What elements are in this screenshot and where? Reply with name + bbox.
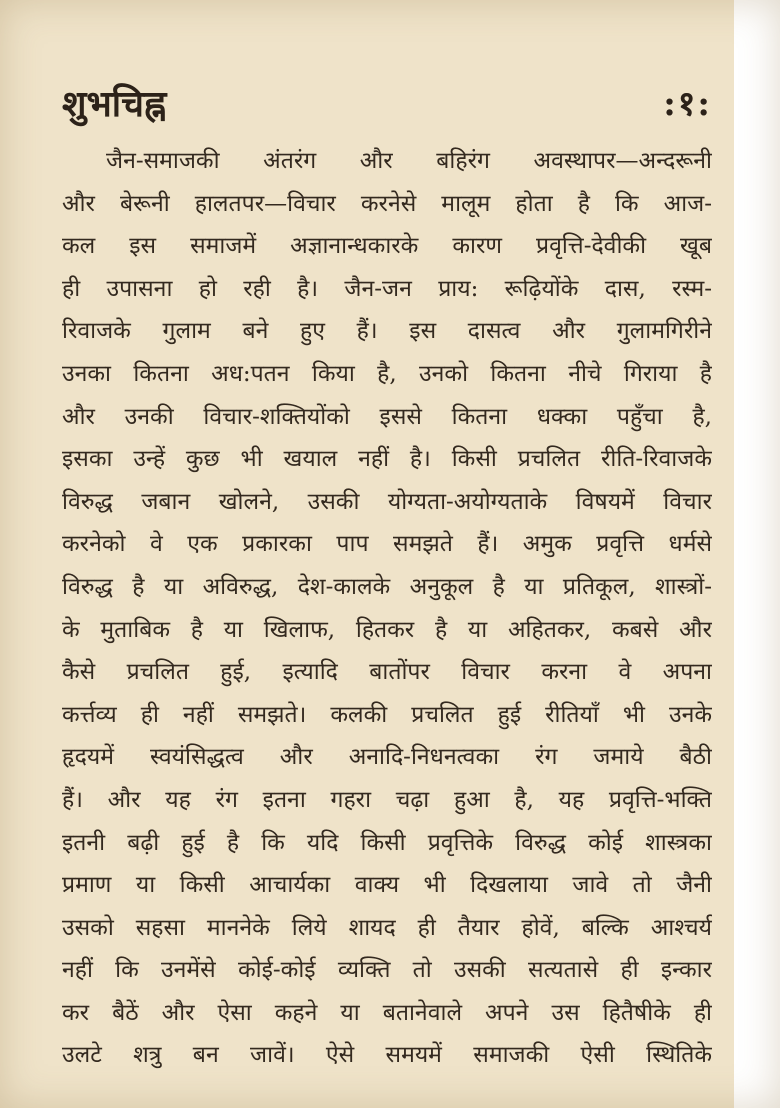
- text-line: के मुताबिक है या खिलाफ, हितकर है या अहितकर, कबसे और: [62, 616, 712, 643]
- text-line: ही उपासना हो रही है। जैन-जन प्राय: रूढ़ियोंके दास, रस्म-: [62, 275, 712, 302]
- text-line: विरुद्ध है या अविरुद्ध, देश-कालके अनुकूल है या प्रतिकूल, शास्त्रों-: [62, 573, 712, 600]
- text-line: हृदयमें स्वयंसिद्धत्व और अनादि-निधनत्वका रंग जमाये बैठी: [62, 744, 712, 771]
- text-line: उसको सहसा माननेके लिये शायद ही तैयार होवें, बल्कि आश्चर्य: [62, 914, 712, 941]
- text-line: उनका कितना अध:पतन किया है, उनको कितना नीचे गिराया है: [62, 360, 712, 387]
- page-margin-edge: [734, 0, 780, 1108]
- text-line: रिवाजके गुलाम बने हुए हैं। इस दासत्व और गुलामगिरीने: [62, 318, 712, 345]
- text-line: इतनी बढ़ी हुई है कि यदि किसी प्रवृत्तिके विरुद्ध कोई शास्त्रका: [62, 829, 712, 856]
- text-line: कर बैठें और ऐसा कहने या बतानेवाले अपने उस हितैषीके ही: [62, 999, 712, 1026]
- text-line: उलटे शत्रु बन जावें। ऐसे समयमें समाजकी ऐसी स्थितिके: [62, 1042, 712, 1069]
- page-header: [62, 80, 712, 136]
- chapter-title: शुभचिह्न: [62, 83, 167, 125]
- text-line: हैं। और यह रंग इतना गहरा चढ़ा हुआ है, यह प्रवृत्ति-भक्ति: [62, 786, 712, 813]
- text-line: इसका उन्हें कुछ भी खयाल नहीं है। किसी प्रचलित रीति-रिवाजके: [62, 446, 712, 473]
- text-line: और उनकी विचार-शक्तियोंको इससे कितना धक्का पहुँचा है,: [62, 403, 712, 430]
- text-line: जैन-समाजकी अंतरंग और बहिरंग अवस्थापर—अन्दरूनी: [106, 148, 712, 174]
- text-line: कैसे प्रचलित हुई, इत्यादि बातोंपर विचार करना वे अपना: [62, 659, 712, 686]
- text-line: प्रमाण या किसी आचार्यका वाक्य भी दिखलाया जावे तो जैनी: [62, 872, 712, 899]
- text-line: कर्त्तव्य ही नहीं समझते। कलकी प्रचलित हुई रीतियाँ भी उनके: [62, 701, 712, 728]
- text-line: करनेको वे एक प्रकारका पाप समझते हैं। अमुक प्रवृत्ति धर्मसे: [62, 531, 712, 558]
- text-line: और बेरूनी हालतपर—विचार करनेसे मालूम होता है कि आज-: [62, 190, 712, 217]
- page-number: :१:: [663, 84, 712, 124]
- text-line: कल इस समाजमें अज्ञानान्धकारके कारण प्रवृत्ति-देवीकी खूब: [62, 233, 712, 260]
- text-line: नहीं कि उनमेंसे कोई-कोई व्यक्ति तो उसकी सत्यतासे ही इन्कार: [62, 957, 712, 984]
- body-paragraph: [62, 140, 712, 1090]
- text-line: विरुद्ध जबान खोलने, उसकी योग्यता-अयोग्यताके विषयमें विचार: [62, 488, 712, 515]
